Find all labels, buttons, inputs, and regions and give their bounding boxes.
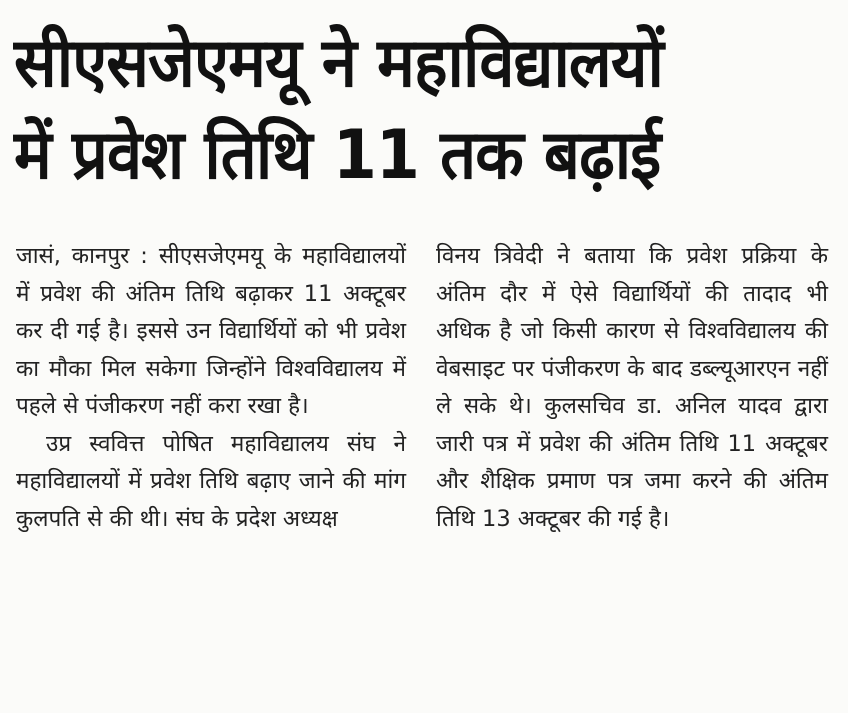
- paragraph-1: [16, 238, 406, 426]
- paragraph-1-text: सीएसजेएमयू के महाविद्यालयों में प्रवेश की अंतिम तिथि बढ़ाकर 11 अक्टूबर कर दी गई है। इससे उन विद्यार्थियों को भी प्रवेश का मौका मिल सकेगा जिन्होंने विश्वविद्यालय में पहले से पंजीकरण नहीं करा रखा है।: [16, 243, 407, 419]
- article-column-right: [436, 238, 828, 538]
- headline-line-2: में प्रवेश तिथि 11 तक बढ़ाई: [14, 116, 661, 195]
- dateline: जासं, कानपुर :: [16, 243, 148, 269]
- paragraph-2-continued: विनय त्रिवेदी ने बताया कि प्रवेश प्रक्रिया के अंतिम दौर में ऐसे विद्यार्थियों की तादाद भी अधिक है जो किसी कारण से विश्वविद्यालय की वेबसाइट पर पंजीकरण के बाद डब्ल्यूआरएन नहीं ले सके थे। कुलसचिव डा. अनिल यादव द्वारा जारी पत्र में प्रवेश की अंतिम तिथि 11 अक्टूबर और शैक्षिक प्रमाण पत्र जमा करने की अंतिम तिथि 13 अक्टूबर की गई है।: [436, 243, 828, 532]
- paragraph-2-start: उप्र स्ववित्त पोषित महाविद्यालय संघ ने महाविद्यालयों में प्रवेश तिथि बढ़ाए जाने की मांग कुलपति से की थी। संघ के प्रदेश अध्यक्ष: [16, 430, 406, 532]
- headline-line-1: सीएसजेएमयू ने महाविद्यालयों: [14, 24, 663, 103]
- article-column-left: [16, 238, 406, 538]
- headline: [14, 18, 777, 202]
